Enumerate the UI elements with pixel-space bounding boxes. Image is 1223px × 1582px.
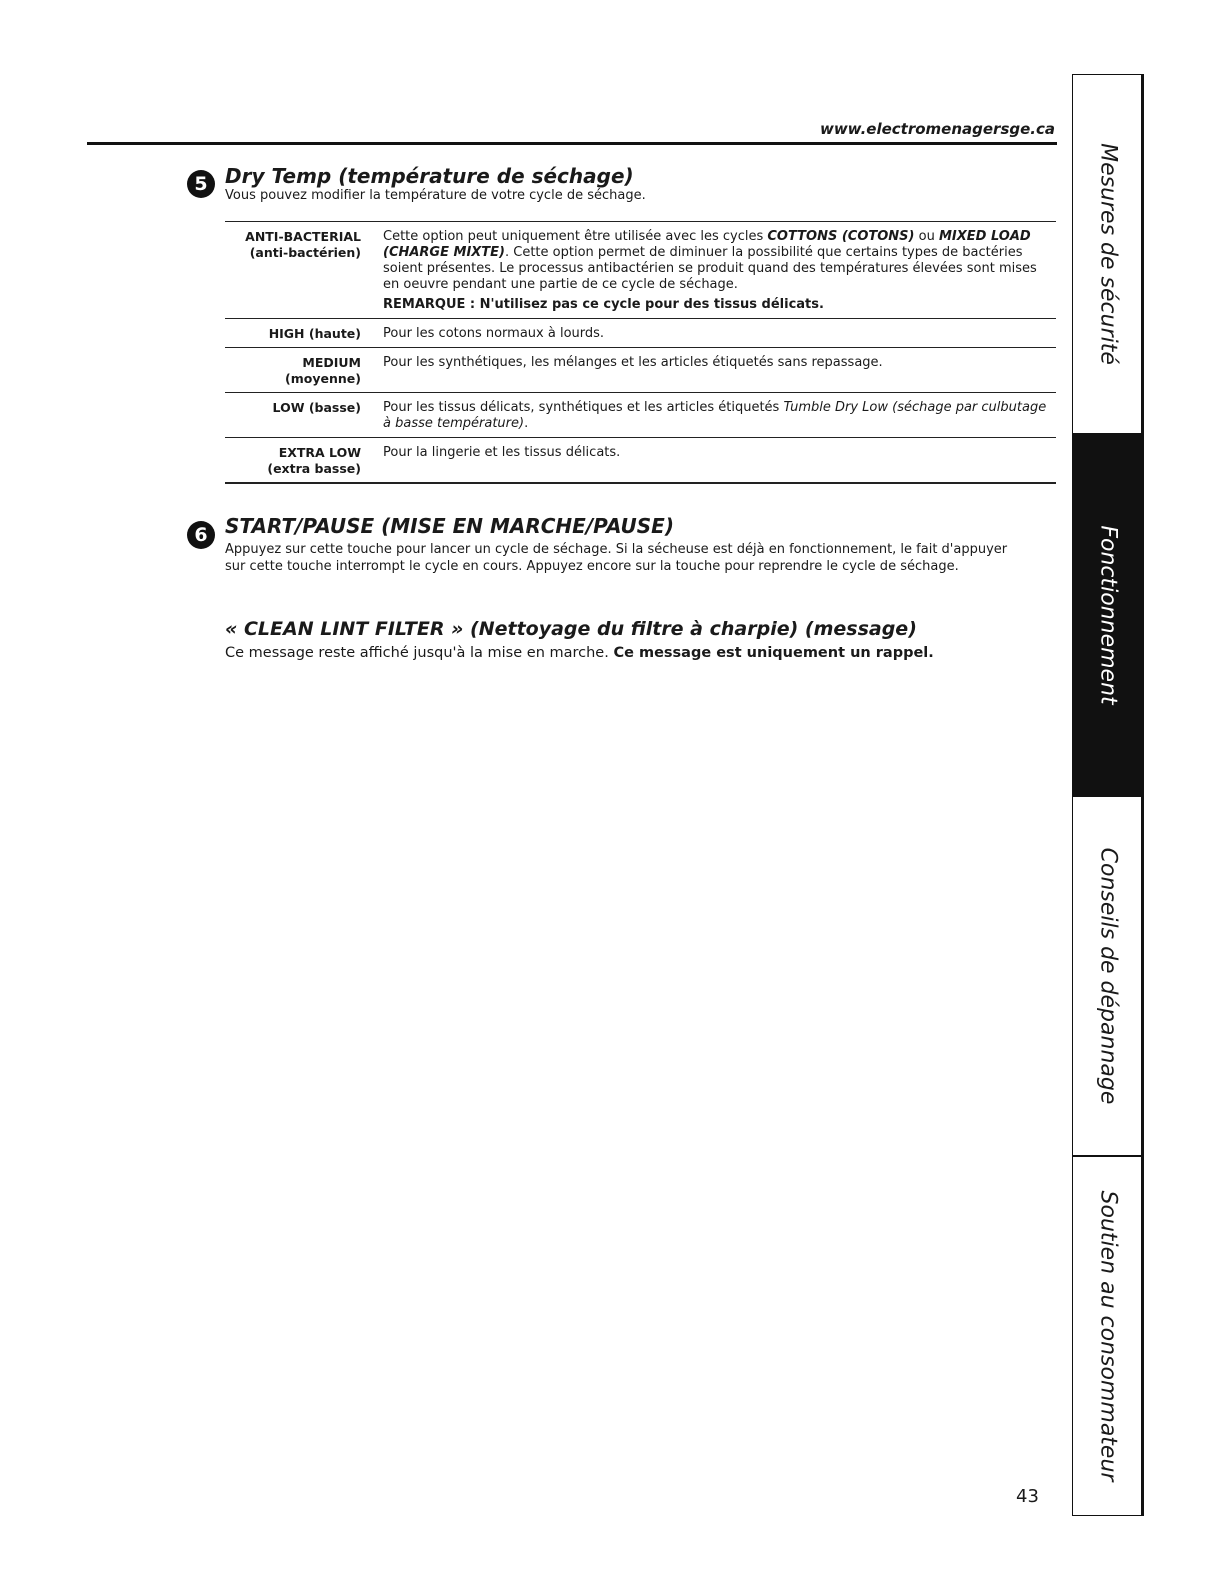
table-row [225,438,1056,484]
setting-description-text [383,229,1056,293]
table-row [225,393,1056,438]
setting-description: Pour la lingerie et les tissus délicats. [383,438,1056,484]
setting-label-line1: ANTI-BACTERIAL [245,229,361,244]
section-6-description: Appuyez sur cette touche pour lancer un cycle de séchage. Si la sécheuse est déjà en fonctionnement, le fait d'appuyer sur cette touche interrompt le cycle en cours. Appuyez encore sur la touche pour reprendre le cycle de séchage. [225,542,1008,574]
section-5-description: Vous pouvez modifier la température de votre cycle de séchage. [225,188,646,203]
setting-description: Pour les synthétiques, les mélanges et les articles étiquetés sans repassage. [383,348,1056,393]
text-segment: ou [914,229,939,244]
section-6-number-badge: 6 [187,521,215,549]
text-segment: Pour les tissus délicats, synthétiques et les articles étiquetés [383,400,784,415]
text-segment: Cette option peut uniquement être utilisée avec les cycles [383,229,768,244]
table-row [225,319,1056,348]
table-row [225,348,1056,393]
setting-description [383,222,1056,319]
lint-message-description [225,645,934,661]
setting-label: MEDIUM (moyenne) [225,348,383,393]
website-url: www.electromenagersge.ca [819,120,1055,138]
side-nav [1072,74,1144,1516]
section-5-number-badge: 5 [187,170,215,198]
setting-description: Pour les cotons normaux à lourds. [383,319,1056,348]
page-number: 43 [1016,1486,1039,1507]
tab-label: Soutien au consommateur [1095,1190,1120,1482]
setting-description [383,393,1056,438]
section-5-title: Dry Temp (température de séchage) [225,164,634,188]
tab-mesures-de-securite[interactable] [1073,75,1142,435]
tab-conseils-de-depannage[interactable] [1073,797,1142,1157]
lint-reminder: Ce message est uniquement un rappel. [613,645,934,661]
tab-label: Conseils de dépannage [1095,847,1120,1105]
setting-label: HIGH (haute) [225,319,383,348]
table-row [225,222,1056,319]
tab-label: Fonctionnement [1095,525,1120,705]
tab-fonctionnement[interactable] [1073,435,1142,797]
setting-label-line2: (extra basse) [267,461,361,476]
setting-label [225,438,383,484]
text-segment: . Cette option permet de diminuer la possibilité que certains types de bactéries soient présentes. Le processus antibactérien se produit quand des températures élevées sont mises en oeuvre pendant une partie de ce cycle de séchage. [383,245,1037,292]
emphasis-cycle-name: MIXED LOAD (CHARGE MIXTE) [383,229,1031,260]
text-segment: . [524,416,529,431]
dry-temp-table [225,221,1056,484]
header-rule [87,142,1057,145]
setting-label-line1: EXTRA LOW [278,445,361,460]
emphasis-label-text: Tumble Dry Low (séchage par culbutage à basse température) [383,400,1047,431]
setting-label-line2: (anti-bactérien) [249,245,361,260]
setting-label: LOW (basse) [225,393,383,438]
emphasis-cycle-name: COTTONS (COTONS) [767,229,915,244]
section-6-title: START/PAUSE (MISE EN MARCHE/PAUSE) [225,514,674,538]
tab-label: Mesures de sécurité [1095,143,1120,365]
tab-soutien-au-consommateur[interactable] [1073,1157,1142,1515]
lint-message-title: « CLEAN LINT FILTER » (Nettoyage du filtre à charpie) (message) [225,618,917,640]
lint-text: Ce message reste affiché jusqu'à la mise en marche. [225,645,614,661]
setting-label [225,222,383,319]
setting-note: REMARQUE : N'utilisez pas ce cycle pour des tissus délicats. [383,297,824,312]
